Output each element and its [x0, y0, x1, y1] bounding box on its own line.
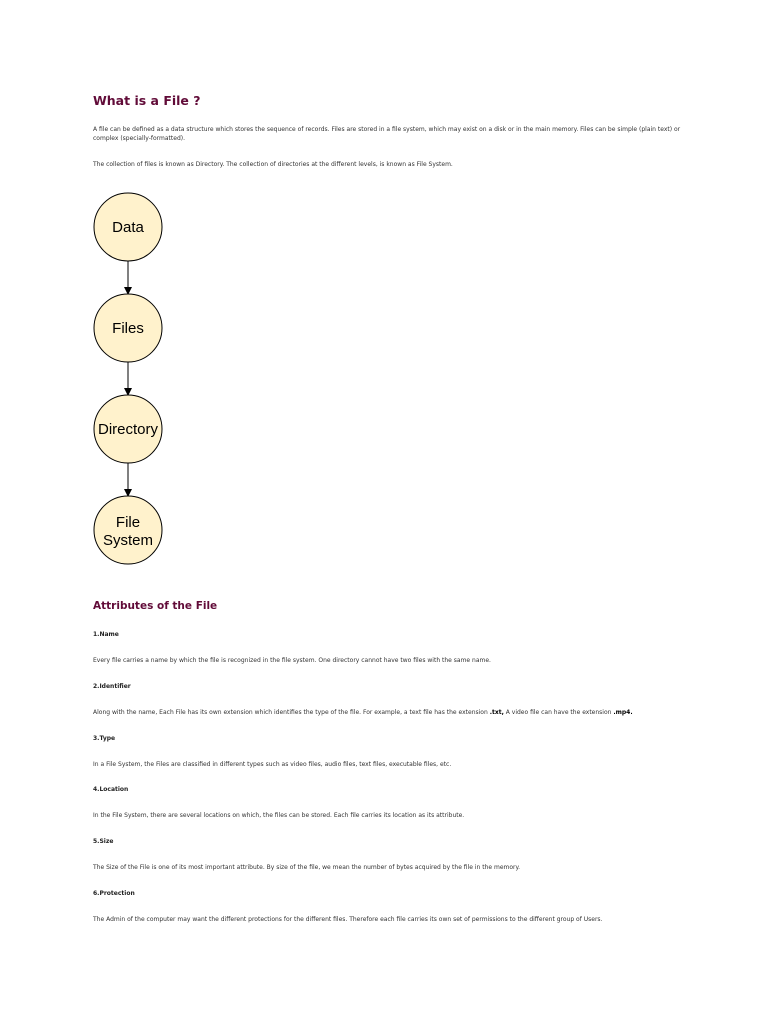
- node-label-line2: System: [102, 532, 154, 549]
- collection-paragraph: The collection of files is known as Directory. The collection of directories at the different levels, is known as File System.: [93, 161, 453, 168]
- attribute-description: [93, 709, 685, 716]
- identifier-text-middle: A video file can have the extension: [503, 709, 614, 716]
- txt-extension: .txt,: [489, 709, 504, 716]
- attribute-description: The Size of the File is one of its most important attribute. By size of the file, we mean the number of bytes acquired by the file in the memory.: [93, 864, 521, 871]
- attribute-title: 3.Type: [93, 735, 116, 742]
- attribute-title: 6.Protection: [93, 890, 135, 897]
- node-label: Directory: [97, 421, 159, 438]
- intro-paragraph: A file can be defined as a data structure which stores the sequence of records. Files are stored in a file system, which may exist on a disk or in the main memory. Files can be simple (plain text) or complex (specially-formatted).: [93, 126, 681, 142]
- attribute-description: Every file carries a name by which the file is recognized in the file system. One directory cannot have two files with the same name.: [93, 657, 491, 664]
- attribute-title: 2.Identifier: [93, 683, 131, 690]
- attribute-description: In a File System, the Files are classified in different types such as video files, audio files, text files, executable files, etc.: [93, 761, 452, 768]
- attribute-title: 1.Name: [93, 631, 119, 638]
- node-label: Files: [112, 320, 144, 337]
- file-hierarchy-diagram: [88, 190, 168, 565]
- identifier-text-before: Along with the name, Each File has its own extension which identifies the type of the file. For example, a text file has the extension: [93, 709, 490, 716]
- attributes-heading: Attributes of the File: [93, 600, 218, 612]
- node-label-line1: File: [115, 514, 141, 531]
- mp4-extension: .mp4.: [613, 709, 633, 716]
- attribute-description: In the File System, there are several locations on which, the files can be stored. Each file carries its location as its attribute.: [93, 812, 465, 819]
- attribute-description: The Admin of the computer may want the different protections for the different files. Therefore each file carries its own set of permissions to the different group of Users.: [93, 916, 603, 923]
- attribute-title: 5.Size: [93, 838, 114, 845]
- page-title: What is a File ?: [93, 93, 201, 108]
- attribute-title: 4.Location: [93, 786, 129, 793]
- node-label: Data: [112, 219, 144, 236]
